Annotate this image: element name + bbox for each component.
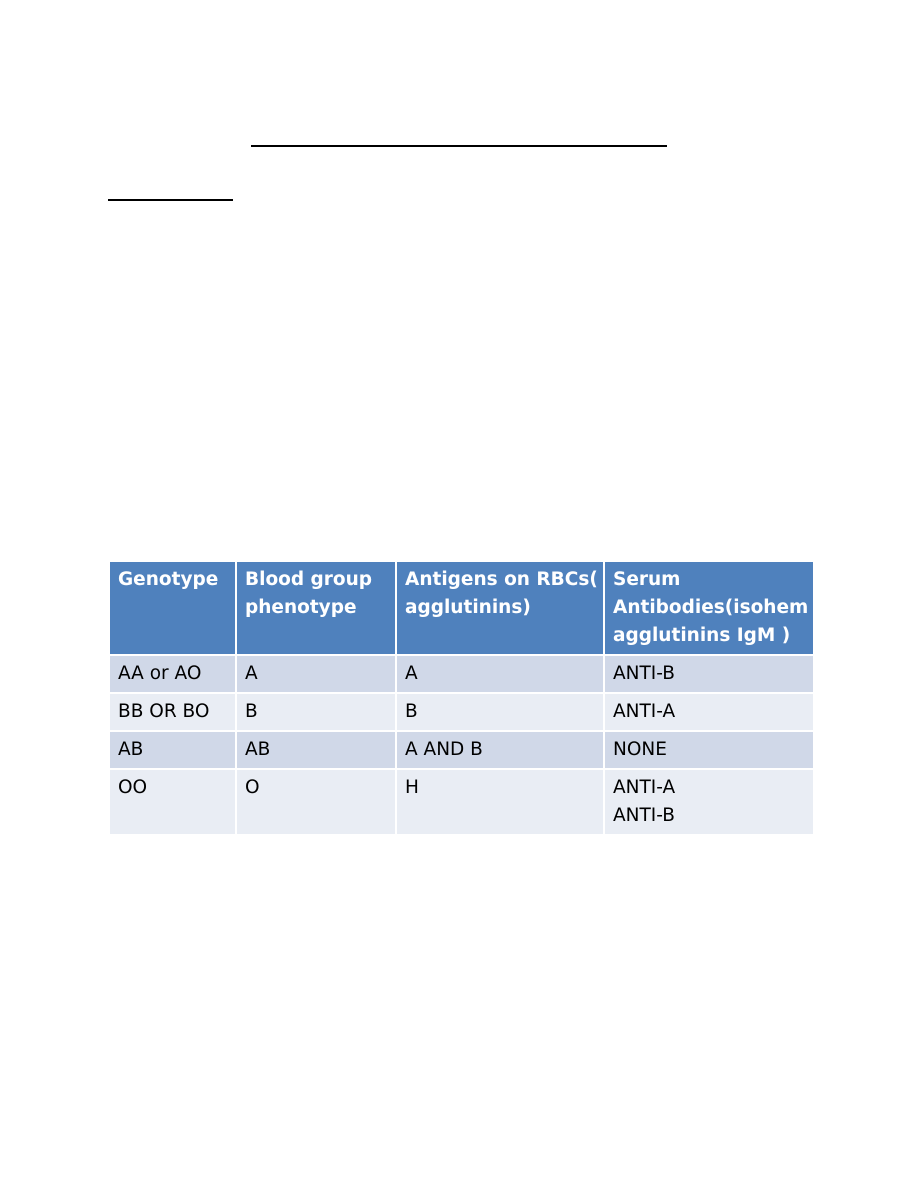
cell-genotype: AB xyxy=(110,731,236,769)
cell-antibodies xyxy=(604,655,813,693)
header-line: agglutinins) xyxy=(405,597,531,618)
header-antigens-on-rbcs xyxy=(396,562,604,655)
cell-antibodies xyxy=(604,769,813,835)
header-genotype xyxy=(110,562,236,655)
cell-antigens: A AND B xyxy=(396,731,604,769)
cell-antibodies xyxy=(604,693,813,731)
antibody-line: NONE xyxy=(613,739,667,760)
header-line: Antibodies(isohem xyxy=(613,597,809,618)
header-line: Genotype xyxy=(118,569,219,590)
table-row xyxy=(110,655,813,693)
header-blood-group-phenotype xyxy=(236,562,396,655)
cell-genotype: OO xyxy=(110,769,236,835)
cell-antigens: B xyxy=(396,693,604,731)
antibody-line: ANTI-A xyxy=(613,777,676,798)
cell-phenotype: B xyxy=(236,693,396,731)
cell-phenotype: A xyxy=(236,655,396,693)
cell-antigens: A xyxy=(396,655,604,693)
cell-antibodies xyxy=(604,731,813,769)
table-row xyxy=(110,731,813,769)
antibody-line: ANTI-B xyxy=(613,805,675,826)
blood-group-table xyxy=(110,562,813,836)
section-heading-underline xyxy=(108,199,233,201)
table-header-row xyxy=(110,562,813,655)
cell-phenotype: O xyxy=(236,769,396,835)
header-line: phenotype xyxy=(245,597,357,618)
cell-phenotype: AB xyxy=(236,731,396,769)
header-line: Antigens on RBCs( xyxy=(405,569,598,590)
header-serum-antibodies xyxy=(604,562,813,655)
header-line: agglutinins IgM ) xyxy=(613,625,791,646)
table-row xyxy=(110,693,813,731)
header-line: Blood group xyxy=(245,569,373,590)
cell-genotype: BB OR BO xyxy=(110,693,236,731)
antibody-line: ANTI-B xyxy=(613,663,675,684)
cell-genotype: AA or AO xyxy=(110,655,236,693)
antibody-line: ANTI-A xyxy=(613,701,676,722)
table-row xyxy=(110,769,813,835)
header-line: Serum xyxy=(613,569,681,590)
title-underline xyxy=(251,145,667,147)
cell-antigens: H xyxy=(396,769,604,835)
